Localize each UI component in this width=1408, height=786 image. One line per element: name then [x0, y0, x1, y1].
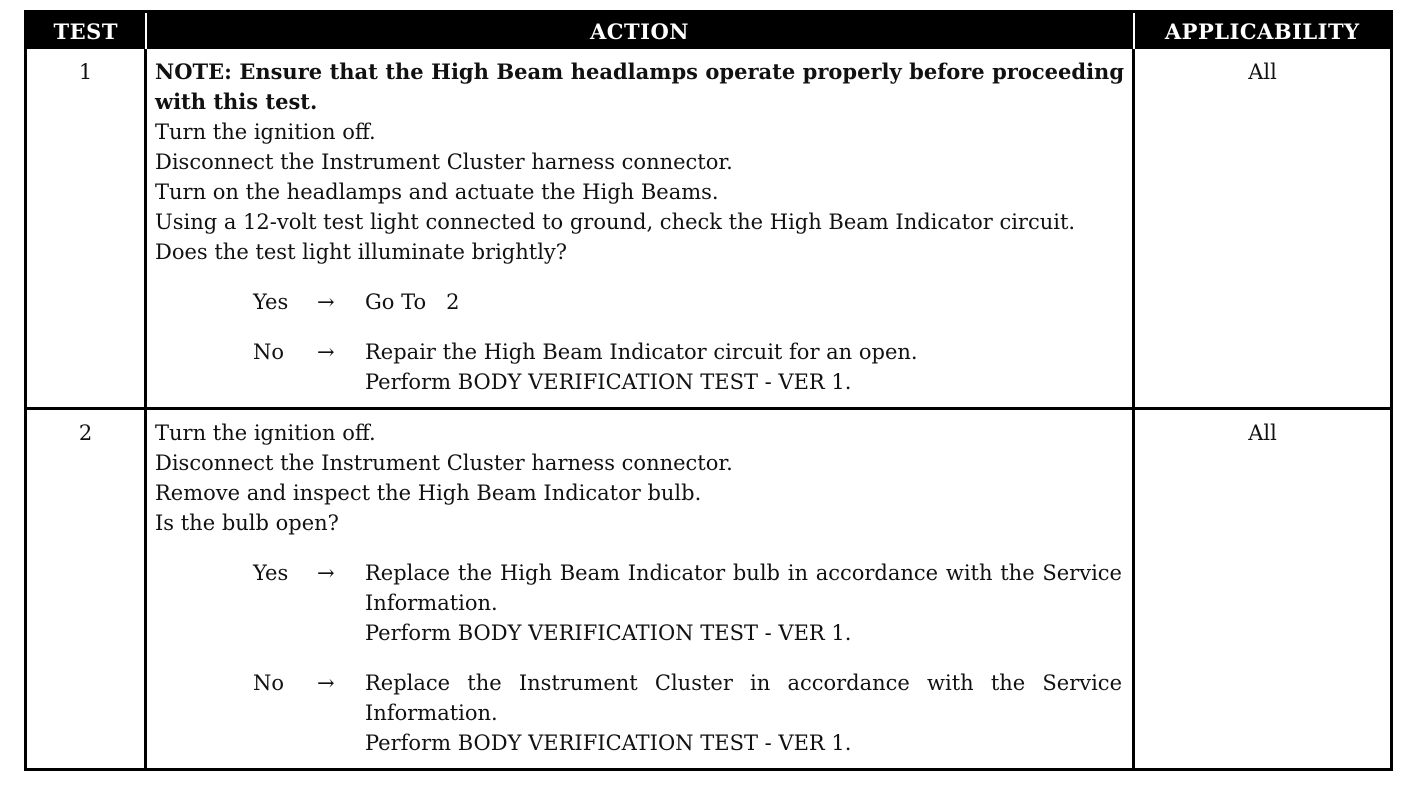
answer-list	[155, 287, 1124, 397]
answer-no	[155, 668, 1124, 758]
answer-line: Perform BODY VERIFICATION TEST - VER 1.	[365, 621, 852, 645]
arrow-right-icon: →	[317, 340, 335, 364]
step-text: Turn the ignition off.	[155, 120, 376, 144]
answer-line: Go To 2	[365, 290, 460, 314]
answer-line: Perform BODY VERIFICATION TEST - VER 1.	[365, 731, 852, 755]
applicability-cell: All	[1134, 409, 1392, 770]
answer-yes	[155, 558, 1124, 648]
test-number: 1	[26, 49, 146, 409]
answer-body	[365, 558, 1124, 648]
diagnostic-test-table	[24, 10, 1393, 771]
header-row	[26, 12, 1392, 50]
step-text: Disconnect the Instrument Cluster harness connector.	[155, 451, 733, 475]
question-text: Is the bulb open?	[155, 511, 339, 535]
answer-line: Repair the High Beam Indicator circuit for an open.	[365, 340, 918, 364]
note-text: NOTE: Ensure that the High Beam headlamps operate properly before proceeding with this test.	[155, 59, 1124, 114]
arrow-right-icon: →	[317, 290, 335, 314]
answer-line: Replace the Instrument Cluster in accordance with the Service Information.	[365, 671, 1122, 725]
test-number: 2	[26, 409, 146, 770]
answer-no	[155, 337, 1124, 397]
arrow-right-icon: →	[317, 561, 335, 585]
header-applicability: APPLICABILITY	[1134, 12, 1392, 50]
action-cell	[146, 409, 1134, 770]
step-text: Turn on the headlamps and actuate the High Beams.	[155, 180, 719, 204]
answer-key: Yes	[253, 561, 289, 585]
header-action: ACTION	[146, 12, 1134, 50]
header-test: TEST	[26, 12, 146, 50]
step-text: Turn the ignition off.	[155, 421, 376, 445]
answer-body	[365, 668, 1124, 758]
answer-body	[365, 337, 1124, 397]
question-text: Does the test light illuminate brightly?	[155, 240, 568, 264]
answer-key: No	[253, 671, 285, 695]
step-text: Using a 12-volt test light connected to ground, check the High Beam Indicator circuit.	[155, 210, 1076, 234]
step-text: Remove and inspect the High Beam Indicator bulb.	[155, 481, 702, 505]
answer-line: Replace the High Beam Indicator bulb in accordance with the Service Information.	[365, 561, 1122, 615]
arrow-right-icon: →	[317, 671, 335, 695]
step-text: Disconnect the Instrument Cluster harness connector.	[155, 150, 733, 174]
action-cell	[146, 49, 1134, 409]
applicability-cell: All	[1248, 60, 1277, 84]
answer-yes	[155, 287, 1124, 317]
answer-key: Yes	[253, 290, 289, 314]
table-row	[26, 49, 1392, 409]
answer-line: Perform BODY VERIFICATION TEST - VER 1.	[365, 370, 852, 394]
answer-key: No	[253, 340, 285, 364]
answer-list	[155, 558, 1124, 758]
table-row	[26, 409, 1392, 770]
answer-body	[365, 287, 1124, 317]
